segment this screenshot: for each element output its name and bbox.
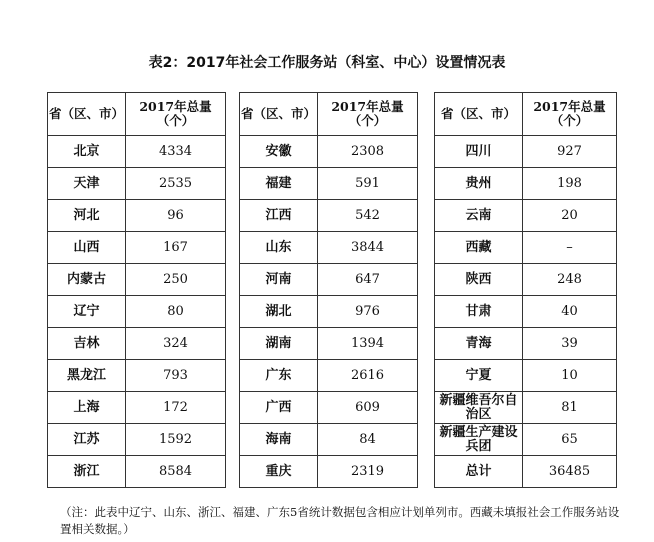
table-row bbox=[240, 424, 418, 456]
province-cell: 吉林 bbox=[48, 328, 126, 360]
total-cell: 591 bbox=[318, 168, 418, 200]
province-cell: 海南 bbox=[240, 424, 318, 456]
table-row bbox=[435, 136, 617, 168]
province-cell: 天津 bbox=[48, 168, 126, 200]
total-cell: 167 bbox=[126, 232, 226, 264]
province-cell: 湖北 bbox=[240, 296, 318, 328]
table-row bbox=[435, 200, 617, 232]
total-cell: 542 bbox=[318, 200, 418, 232]
total-cell: 2616 bbox=[318, 360, 418, 392]
total-cell: 793 bbox=[126, 360, 226, 392]
header-total: 2017年总量（个） bbox=[126, 93, 226, 136]
province-cell: 新疆生产建设兵团 bbox=[435, 424, 523, 456]
table-block-3 bbox=[434, 92, 617, 488]
province-cell: 新疆维吾尔自治区 bbox=[435, 392, 523, 424]
table-row bbox=[240, 232, 418, 264]
total-cell: 647 bbox=[318, 264, 418, 296]
table-row bbox=[240, 456, 418, 488]
table-row bbox=[48, 232, 226, 264]
table-row bbox=[48, 392, 226, 424]
total-cell: – bbox=[523, 232, 617, 264]
table-row bbox=[48, 168, 226, 200]
province-cell: 陕西 bbox=[435, 264, 523, 296]
table-row bbox=[435, 296, 617, 328]
total-cell: 36485 bbox=[523, 456, 617, 488]
table-row bbox=[48, 424, 226, 456]
table-block-1 bbox=[47, 92, 226, 488]
province-cell: 湖南 bbox=[240, 328, 318, 360]
province-cell: 重庆 bbox=[240, 456, 318, 488]
province-cell: 总计 bbox=[435, 456, 523, 488]
table-row bbox=[48, 200, 226, 232]
province-cell: 西藏 bbox=[435, 232, 523, 264]
province-cell: 贵州 bbox=[435, 168, 523, 200]
table-row bbox=[48, 456, 226, 488]
total-cell: 324 bbox=[126, 328, 226, 360]
total-cell: 1394 bbox=[318, 328, 418, 360]
table-row bbox=[48, 264, 226, 296]
province-cell: 安徽 bbox=[240, 136, 318, 168]
table-footnote: （注：此表中辽宁、山东、浙江、福建、广东5省统计数据包含相应计划单列市。西藏未填报社会工作服务站设置相关数据。） bbox=[60, 505, 620, 536]
total-cell: 248 bbox=[523, 264, 617, 296]
total-cell: 3844 bbox=[318, 232, 418, 264]
total-cell: 20 bbox=[523, 200, 617, 232]
total-cell: 40 bbox=[523, 296, 617, 328]
province-cell: 四川 bbox=[435, 136, 523, 168]
province-cell: 浙江 bbox=[48, 456, 126, 488]
province-cell: 广西 bbox=[240, 392, 318, 424]
province-cell: 云南 bbox=[435, 200, 523, 232]
header-total: 2017年总量（个） bbox=[318, 93, 418, 136]
header-row bbox=[435, 93, 617, 136]
total-cell: 1592 bbox=[126, 424, 226, 456]
province-cell: 河南 bbox=[240, 264, 318, 296]
province-cell: 北京 bbox=[48, 136, 126, 168]
total-cell: 927 bbox=[523, 136, 617, 168]
table-row bbox=[240, 168, 418, 200]
total-cell: 250 bbox=[126, 264, 226, 296]
table-row bbox=[240, 264, 418, 296]
table-row bbox=[435, 392, 617, 424]
table-row bbox=[435, 232, 617, 264]
total-cell: 976 bbox=[318, 296, 418, 328]
table-row bbox=[240, 200, 418, 232]
table-row bbox=[48, 328, 226, 360]
table-row bbox=[48, 136, 226, 168]
total-cell: 65 bbox=[523, 424, 617, 456]
province-cell: 内蒙古 bbox=[48, 264, 126, 296]
province-cell: 黑龙江 bbox=[48, 360, 126, 392]
total-cell: 198 bbox=[523, 168, 617, 200]
table-row bbox=[435, 360, 617, 392]
total-cell: 8584 bbox=[126, 456, 226, 488]
total-cell: 2535 bbox=[126, 168, 226, 200]
province-cell: 辽宁 bbox=[48, 296, 126, 328]
total-cell: 96 bbox=[126, 200, 226, 232]
total-cell: 172 bbox=[126, 392, 226, 424]
total-cell: 10 bbox=[523, 360, 617, 392]
province-cell: 青海 bbox=[435, 328, 523, 360]
table-row bbox=[435, 328, 617, 360]
header-row bbox=[240, 93, 418, 136]
table-row bbox=[240, 296, 418, 328]
province-cell: 宁夏 bbox=[435, 360, 523, 392]
total-cell: 39 bbox=[523, 328, 617, 360]
province-cell: 山东 bbox=[240, 232, 318, 264]
table-row bbox=[240, 136, 418, 168]
province-cell: 广东 bbox=[240, 360, 318, 392]
table-row bbox=[435, 456, 617, 488]
total-cell: 81 bbox=[523, 392, 617, 424]
table-row bbox=[435, 264, 617, 296]
province-cell: 福建 bbox=[240, 168, 318, 200]
total-cell: 2319 bbox=[318, 456, 418, 488]
province-cell: 江苏 bbox=[48, 424, 126, 456]
table-row bbox=[240, 360, 418, 392]
province-cell: 江西 bbox=[240, 200, 318, 232]
header-province: 省（区、市） bbox=[48, 93, 126, 136]
header-total: 2017年总量（个） bbox=[523, 93, 617, 136]
province-cell: 甘肃 bbox=[435, 296, 523, 328]
table-row bbox=[240, 392, 418, 424]
table-title: 表2：2017年社会工作服务站（科室、中心）设置情况表 bbox=[148, 55, 506, 71]
total-cell: 80 bbox=[126, 296, 226, 328]
province-cell: 山西 bbox=[48, 232, 126, 264]
table-row bbox=[48, 360, 226, 392]
header-province: 省（区、市） bbox=[240, 93, 318, 136]
total-cell: 4334 bbox=[126, 136, 226, 168]
table-row bbox=[240, 328, 418, 360]
total-cell: 2308 bbox=[318, 136, 418, 168]
table-row bbox=[435, 424, 617, 456]
province-cell: 上海 bbox=[48, 392, 126, 424]
table-row bbox=[435, 168, 617, 200]
header-row bbox=[48, 93, 226, 136]
total-cell: 84 bbox=[318, 424, 418, 456]
table-row bbox=[48, 296, 226, 328]
province-cell: 河北 bbox=[48, 200, 126, 232]
header-province: 省（区、市） bbox=[435, 93, 523, 136]
table-block-2 bbox=[239, 92, 418, 488]
total-cell: 609 bbox=[318, 392, 418, 424]
